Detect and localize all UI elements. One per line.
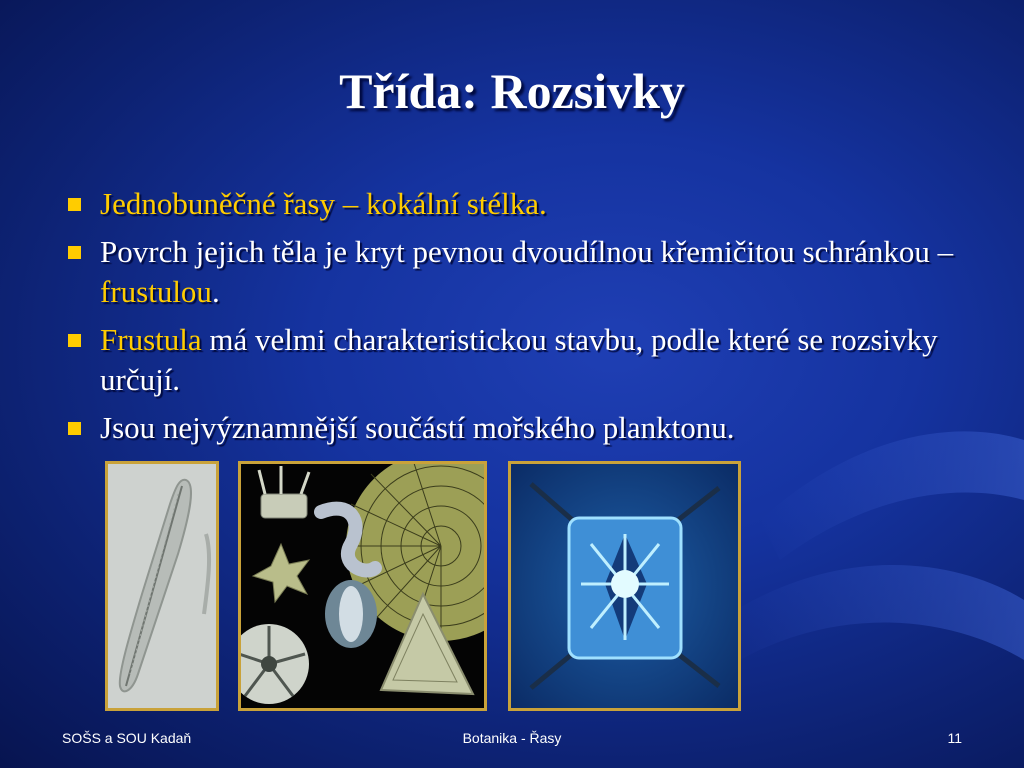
square-bullet-icon <box>68 422 81 435</box>
slide-title: Třída: Rozsivky <box>339 63 685 119</box>
bullet-list <box>62 184 1002 456</box>
bullet-1-text: Jednobuněčné řasy – kokální stélka. <box>100 186 547 221</box>
bullet-item <box>62 408 1002 448</box>
bullet-3-text: Frustula má velmi charakteristickou stavbu, podle které se rozsivky určují. <box>100 322 938 397</box>
square-bullet-icon <box>68 246 81 259</box>
diatom-light-micrograph-image <box>105 461 219 711</box>
footer-subject: Botanika - Řasy <box>462 730 562 746</box>
bullet-2-text: Povrch jejich těla je kryt pevnou dvoudílnou křemičitou schránkou – frustulou. <box>100 234 954 309</box>
diatom-collage-image <box>238 461 487 711</box>
footer-school: SOŠS a SOU Kadaň <box>62 730 192 746</box>
bullet-item <box>62 184 1002 224</box>
bullet-item <box>62 320 1002 400</box>
bullet-item <box>62 232 1002 312</box>
page-number: 11 <box>947 730 962 746</box>
square-bullet-icon <box>68 198 81 211</box>
square-bullet-icon <box>68 334 81 347</box>
diatom-darkfield-image <box>508 461 741 711</box>
bullet-4-text: Jsou nejvýznamnější součástí mořského planktonu. <box>100 410 735 445</box>
